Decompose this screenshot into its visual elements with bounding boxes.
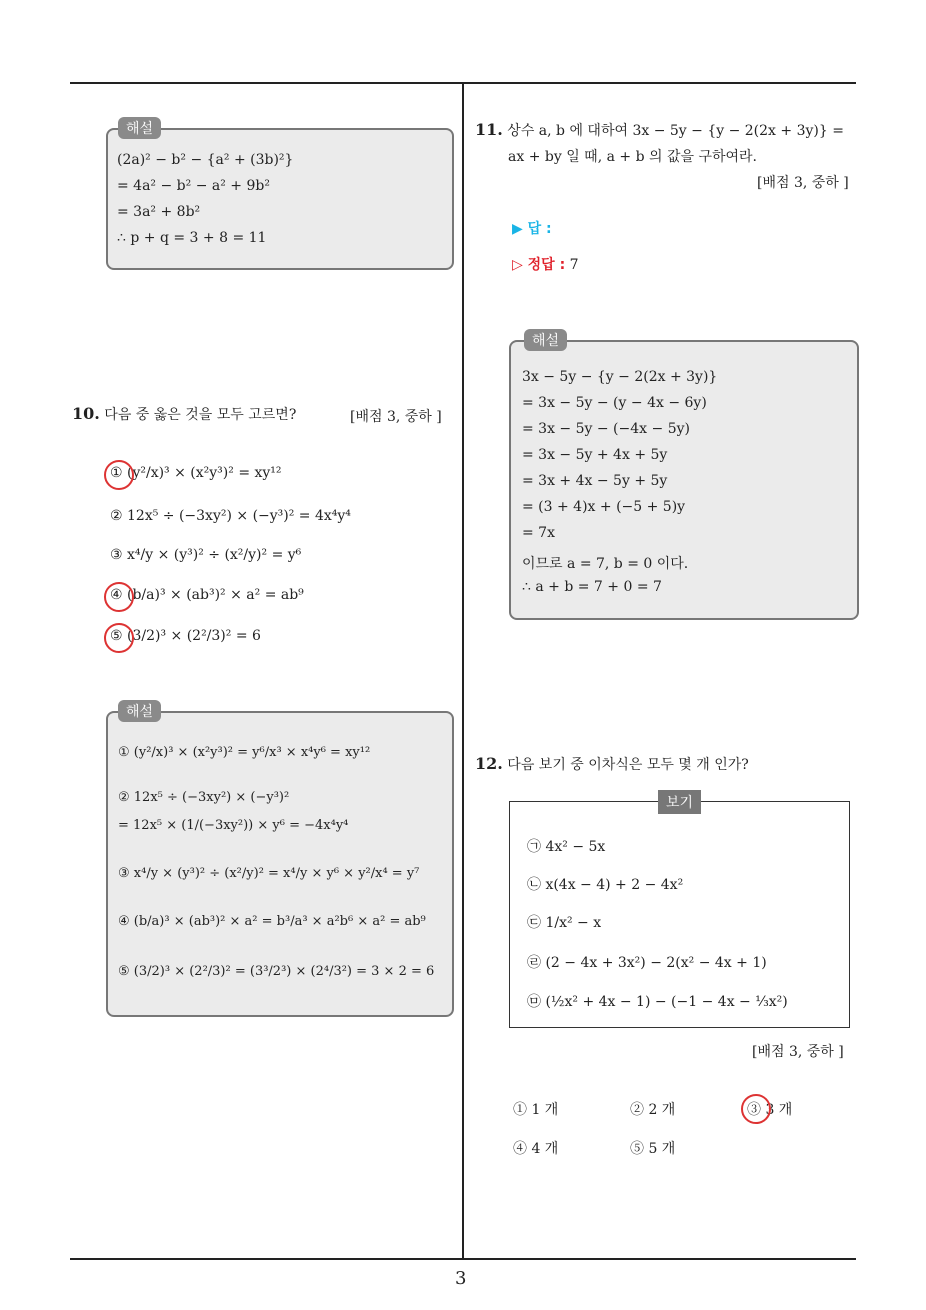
q9-explain-line: ∴ p + q = 3 + 8 = 11 xyxy=(117,230,267,246)
q12-option[interactable]: ③ 3 개 xyxy=(747,1102,793,1118)
q11-text2: ax + by 일 때, a + b 의 값을 구하여라. xyxy=(508,149,758,165)
q11-explain-line: = 3x + 4x − 5y + 5y xyxy=(522,473,668,489)
q11-explain-line: 3x − 5y − {y − 2(2x + 3y)} xyxy=(522,369,718,385)
q12-option[interactable]: ② 2 개 xyxy=(630,1102,676,1118)
q10-option[interactable]: ③ x⁴/y × (y³)² ÷ (x²/y)² = y⁶ xyxy=(110,547,302,563)
q12-bogi-tag: 보기 xyxy=(658,790,701,814)
q10-explain-line: ① (y²/x)³ × (x²y³)² = y⁶/x³ × x⁴y⁶ = xy¹² xyxy=(118,745,371,760)
q9-explain-line: (2a)² − b² − {a² + (3b)²} xyxy=(117,152,294,168)
q10-selected-mark xyxy=(104,582,134,612)
q11-text1: 상수 a, b 에 대하여 3x − 5y − {y − 2(2x + 3y)} = xyxy=(507,123,844,139)
q10-question xyxy=(72,404,296,424)
q12-question xyxy=(475,754,749,774)
q10-explain-line: = 12x⁵ × (1/(−3xy²)) × y⁶ = −4x⁴y⁴ xyxy=(118,818,349,833)
column-divider xyxy=(462,82,464,1260)
q11-explain-tag: 해설 xyxy=(524,329,567,351)
q11-score: [배점 3, 중하 ] xyxy=(757,175,849,191)
q10-explain-line: ⑤ (3/2)³ × (2²/3)² = (3³/2³) × (2⁴/3²) = 3 × 2 = 6 xyxy=(118,964,435,979)
q11-explain-line: = 3x − 5y + 4x + 5y xyxy=(522,447,668,463)
q10-explain-tag: 해설 xyxy=(118,700,161,722)
q11-correct xyxy=(512,254,579,274)
q11-explain-line: 이므로 a = 7, b = 0 이다. xyxy=(522,556,689,572)
q10-selected-mark xyxy=(104,623,134,653)
q12-bogi-item: ㉤ (½x² + 4x − 1) − (−1 − 4x − ⅓x²) xyxy=(527,994,788,1010)
q12-selected-mark xyxy=(741,1094,771,1124)
q11-answer-label: ▶ 답 : xyxy=(512,221,552,237)
q10-text: 다음 중 옳은 것을 모두 고르면? xyxy=(104,407,297,423)
q10-explain-line: ③ x⁴/y × (y³)² ÷ (x²/y)² = x⁴/y × y⁶ × y²/x⁴ = y⁷ xyxy=(118,866,420,881)
q12-score: [배점 3, 중하 ] xyxy=(752,1044,844,1060)
q9-explain-line: = 3a² + 8b² xyxy=(117,204,201,220)
q11-correct-label: ▷ 정답 : xyxy=(512,257,566,273)
q12-option[interactable]: ④ 4 개 xyxy=(513,1141,559,1157)
q12-text: 다음 보기 중 이차식은 모두 몇 개 인가? xyxy=(507,757,749,773)
q11-explain-line: = 7x xyxy=(522,525,555,541)
q11-number: 11. xyxy=(475,120,503,139)
q10-explain-line: ④ (b/a)³ × (ab³)² × a² = b³/a³ × a²b⁶ × a² = ab⁹ xyxy=(118,914,426,929)
q12-option[interactable]: ① 1 개 xyxy=(513,1102,559,1118)
q11-question-line1 xyxy=(475,120,844,140)
q11-explain-line: = 3x − 5y − (−4x − 5y) xyxy=(522,421,690,437)
q9-explain-tag: 해설 xyxy=(118,117,161,139)
q10-option[interactable]: ① (y²/x)³ × (x²y³)² = xy¹² xyxy=(110,465,282,481)
q12-bogi-item: ㉣ (2 − 4x + 3x²) − 2(x² − 4x + 1) xyxy=(527,955,767,971)
q12-bogi-item: ㉡ x(4x − 4) + 2 − 4x² xyxy=(527,877,684,893)
q12-option[interactable]: ⑤ 5 개 xyxy=(630,1141,676,1157)
q9-explain-line: = 4a² − b² − a² + 9b² xyxy=(117,178,270,194)
q12-bogi-item: ㉠ 4x² − 5x xyxy=(527,839,606,855)
page-number: 3 xyxy=(455,1268,467,1289)
q10-selected-mark xyxy=(104,460,134,490)
q10-option[interactable]: ④ (b/a)³ × (ab³)² × a² = ab⁹ xyxy=(110,587,304,603)
q10-option[interactable]: ⑤ (3/2)³ × (2²/3)² = 6 xyxy=(110,628,261,644)
q10-score: [배점 3, 중하 ] xyxy=(350,409,442,425)
q11-explain-line: = (3 + 4)x + (−5 + 5)y xyxy=(522,499,686,515)
q12-bogi-item: ㉢ 1/x² − x xyxy=(527,915,602,931)
q10-explain-line: ② 12x⁵ ÷ (−3xy²) × (−y³)² xyxy=(118,790,290,805)
q9-explain-box xyxy=(106,128,454,270)
q11-explain-line: = 3x − 5y − (y − 4x − 6y) xyxy=(522,395,707,411)
q10-number: 10. xyxy=(72,404,100,423)
q12-number: 12. xyxy=(475,754,503,773)
q10-option[interactable]: ② 12x⁵ ÷ (−3xy²) × (−y³)² = 4x⁴y⁴ xyxy=(110,508,351,524)
q11-correct-value: 7 xyxy=(569,257,579,273)
bottom-rule xyxy=(70,1258,856,1260)
q11-explain-line: ∴ a + b = 7 + 0 = 7 xyxy=(522,579,662,595)
